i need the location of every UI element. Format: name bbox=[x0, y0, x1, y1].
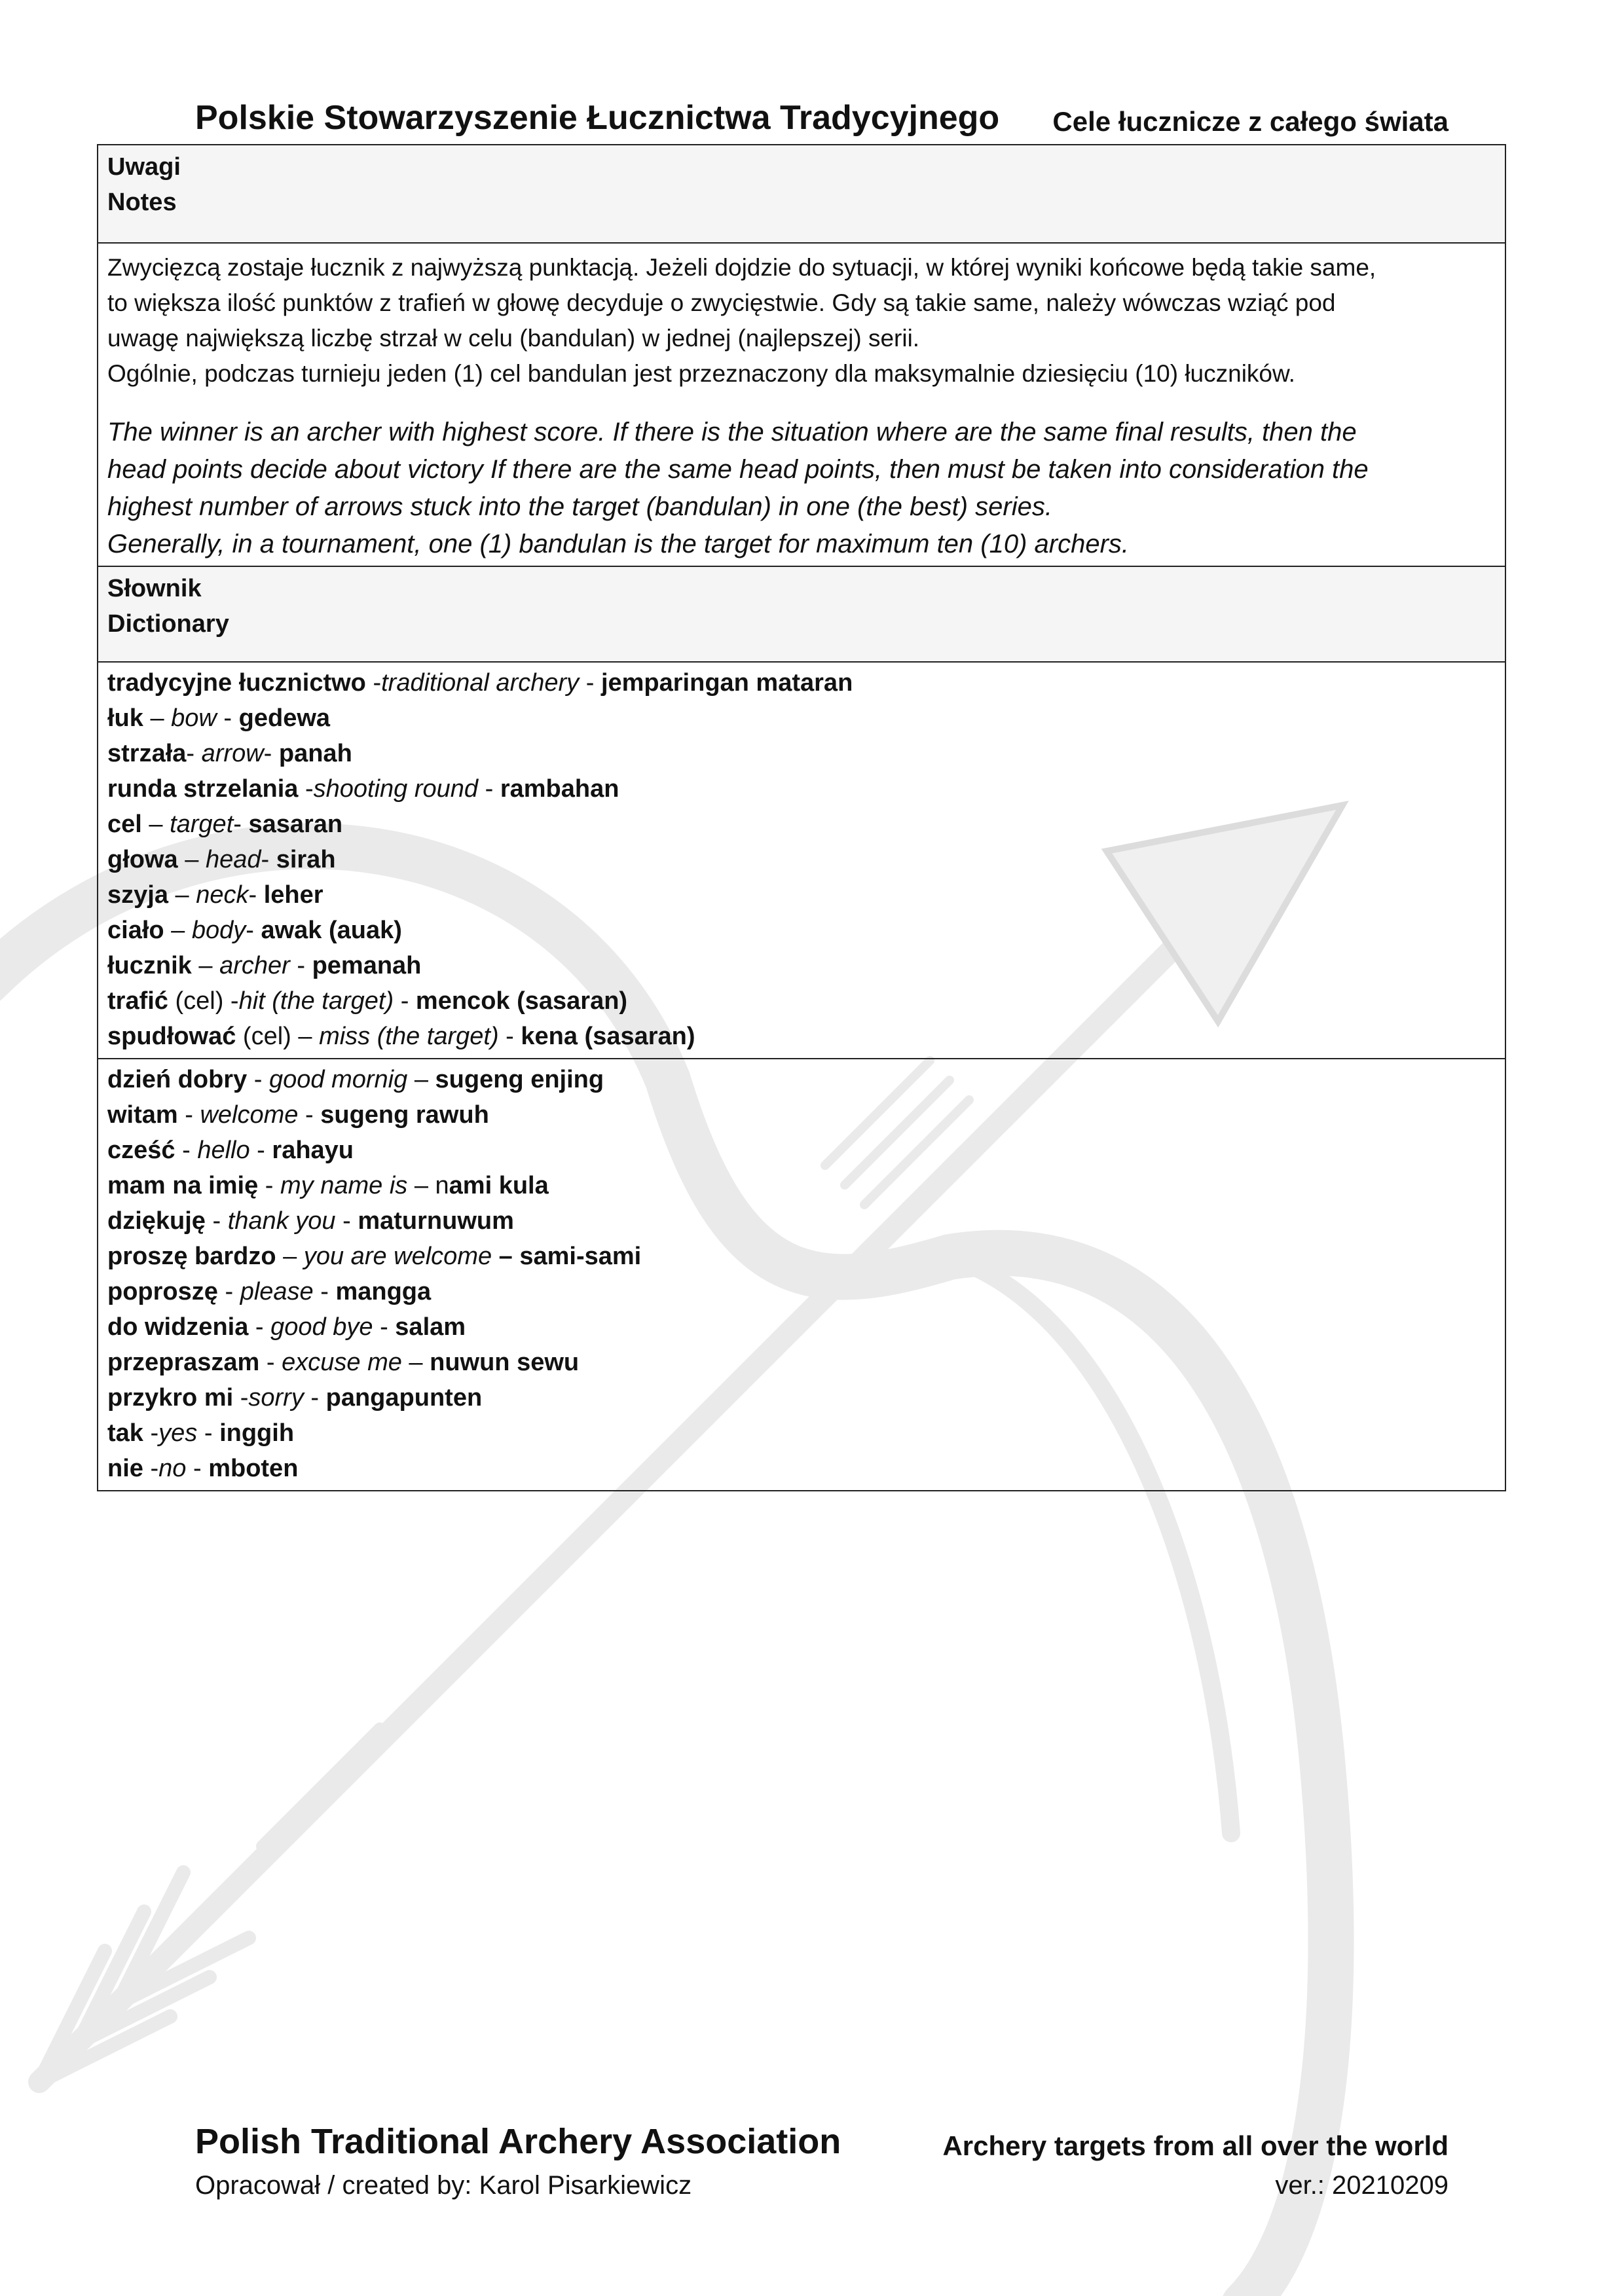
english-word: neck bbox=[196, 881, 249, 909]
notes-pl-line: Ogólnie, podczas turnieju jeden (1) cel bandulan jest przeznaczony dla maksymalnie dziesięciu (10) łuczników. bbox=[107, 360, 1295, 387]
separator: - bbox=[143, 1455, 159, 1482]
javanese-word: sasaran bbox=[248, 811, 343, 838]
dictionary-entry bbox=[107, 1097, 1496, 1133]
archery-terms-cell bbox=[98, 663, 1505, 1059]
separator: - bbox=[335, 1207, 358, 1235]
english-word: body bbox=[191, 917, 246, 944]
polish-word: łuk bbox=[107, 704, 143, 732]
separator: - bbox=[249, 1137, 272, 1164]
polish-word: przepraszam bbox=[107, 1349, 260, 1376]
notes-polish-text bbox=[107, 250, 1496, 392]
polish-word: przykro mi bbox=[107, 1384, 234, 1412]
polish-word: witam bbox=[107, 1101, 178, 1129]
notes-pl-line: uwagę największą liczbę strzał w celu (bandulan) w jednej (najlepszej) serii. bbox=[107, 325, 920, 352]
separator: – bbox=[168, 881, 196, 909]
javanese-word: rambahan bbox=[500, 775, 619, 803]
document-subtitle: Cele łucznicze z całego świata bbox=[1052, 106, 1449, 137]
javanese-word: salam bbox=[395, 1313, 466, 1341]
english-word: hit (the target) bbox=[238, 987, 394, 1015]
polish-word: dzień dobry bbox=[107, 1066, 248, 1093]
separator: – bbox=[164, 917, 192, 944]
footer-version: ver.: 20210209 bbox=[1275, 2171, 1449, 2200]
separator: - bbox=[247, 1066, 270, 1093]
javanese-word: jemparingan mataran bbox=[600, 669, 853, 697]
english-word: you are welcome bbox=[303, 1243, 492, 1270]
notes-en-line: Generally, in a tournament, one (1) bandulan is the target for maximum ten (10) archers. bbox=[107, 530, 1130, 558]
english-word: bow bbox=[171, 704, 217, 732]
polish-word: łucznik bbox=[107, 952, 192, 979]
polish-word: tak bbox=[107, 1419, 143, 1447]
polish-word: szyja bbox=[107, 881, 168, 909]
separator: (cel) - bbox=[168, 987, 239, 1015]
polish-word: głowa bbox=[107, 846, 178, 873]
footer-organization: Polish Traditional Archery Association bbox=[195, 2122, 841, 2161]
polish-word: mam na imię bbox=[107, 1172, 259, 1199]
notes-heading-en: Notes bbox=[107, 189, 177, 216]
english-word: good bye bbox=[270, 1313, 373, 1341]
polish-word: spudłować bbox=[107, 1023, 236, 1050]
separator: - bbox=[143, 1419, 159, 1447]
dictionary-entry bbox=[107, 1168, 1496, 1203]
javanese-word: leher bbox=[263, 881, 323, 909]
separator: - bbox=[186, 1455, 209, 1482]
separator: - bbox=[498, 1023, 521, 1050]
notes-pl-line: to większa ilość punktów z trafień w głowę decyduje o zwycięstwie. Gdy są takie same, należy wówczas wziąć pod bbox=[107, 289, 1336, 316]
separator: - bbox=[233, 1384, 249, 1412]
polish-word: cześć bbox=[107, 1137, 175, 1164]
separator: - bbox=[478, 775, 500, 803]
notes-en-line: The winner is an archer with highest score. If there is the situation where are the same final results, then the bbox=[107, 418, 1357, 446]
separator: - bbox=[263, 740, 279, 767]
separator: - bbox=[289, 952, 312, 979]
polish-word: nie bbox=[107, 1455, 143, 1482]
dictionary-entry bbox=[107, 736, 1496, 771]
dictionary-entry bbox=[107, 913, 1496, 948]
english-word: excuse me bbox=[282, 1349, 402, 1376]
english-word: welcome bbox=[200, 1101, 299, 1129]
dictionary-heading-cell bbox=[98, 567, 1505, 663]
english-word: yes bbox=[158, 1419, 198, 1447]
dictionary-entry bbox=[107, 1309, 1496, 1345]
separator: - bbox=[175, 1137, 198, 1164]
english-word: miss (the target) bbox=[319, 1023, 499, 1050]
separator: – bbox=[401, 1349, 430, 1376]
polish-word: poproszę bbox=[107, 1278, 218, 1305]
javanese-word: kena (sasaran) bbox=[521, 1023, 695, 1050]
english-word: no bbox=[158, 1455, 187, 1482]
javanese-word: nuwun sewu bbox=[430, 1349, 580, 1376]
javanese-word: sugeng rawuh bbox=[320, 1101, 489, 1129]
dictionary-entry bbox=[107, 1415, 1496, 1451]
polish-word: tradycyjne łucznictwo bbox=[107, 669, 366, 697]
separator: - bbox=[298, 1101, 321, 1129]
separator: - bbox=[177, 1101, 200, 1129]
english-word: please bbox=[240, 1278, 314, 1305]
javanese-word: sugeng enjing bbox=[435, 1066, 604, 1093]
separator: - bbox=[394, 987, 416, 1015]
separator: – bbox=[276, 1243, 304, 1270]
javanese-word: awak (auak) bbox=[261, 917, 402, 944]
javanese-word: mboten bbox=[208, 1455, 299, 1482]
notes-en-line: highest number of arrows stuck into the target (bandulan) in one (the best) series. bbox=[107, 492, 1052, 521]
separator: - bbox=[233, 811, 249, 838]
polish-word: runda strzelania bbox=[107, 775, 299, 803]
english-word: target bbox=[170, 811, 234, 838]
dictionary-entry bbox=[107, 701, 1496, 736]
dictionary-entry bbox=[107, 1203, 1496, 1239]
javanese-word: pangapunten bbox=[325, 1384, 483, 1412]
javanese-word: mangga bbox=[335, 1278, 432, 1305]
notes-pl-line: Zwycięzcą zostaje łucznik z najwyższą punktacją. Jeżeli dojdzie do sytuacji, w której wyniki końcowe będą takie same, bbox=[107, 254, 1376, 281]
dictionary-entry bbox=[107, 1345, 1496, 1380]
separator: (cel) – bbox=[236, 1023, 320, 1050]
english-word: hello bbox=[197, 1137, 250, 1164]
separator: - bbox=[579, 669, 601, 697]
separator: - bbox=[217, 1278, 240, 1305]
english-word: my name is bbox=[280, 1172, 408, 1199]
notes-heading-pl: Uwagi bbox=[107, 153, 181, 181]
rules-dictionary-table bbox=[97, 144, 1506, 1491]
english-word: head bbox=[205, 846, 261, 873]
organization-title: Polskie Stowarzyszenie Łucznictwa Tradycyjnego bbox=[195, 99, 1000, 137]
separator: - bbox=[365, 669, 382, 697]
notes-en-line: head points decide about victory If there are the same head points, then must be taken into consideration the bbox=[107, 455, 1369, 484]
notes-heading-cell bbox=[98, 145, 1505, 244]
separator: - bbox=[313, 1278, 336, 1305]
polish-word: strzała bbox=[107, 740, 187, 767]
separator: - bbox=[205, 1207, 228, 1235]
dictionary-entry bbox=[107, 771, 1496, 807]
separator: - bbox=[186, 740, 202, 767]
javanese-word: rahayu bbox=[272, 1137, 354, 1164]
notes-body-cell bbox=[98, 244, 1505, 567]
notes-english-text bbox=[107, 414, 1496, 563]
dictionary-entry bbox=[107, 1133, 1496, 1168]
separator: - bbox=[246, 917, 261, 944]
polish-word: cel bbox=[107, 811, 142, 838]
polish-word: trafić bbox=[107, 987, 168, 1015]
separator: – bbox=[141, 811, 170, 838]
separator: - bbox=[258, 1172, 280, 1199]
javanese-word: mencok (sasaran) bbox=[415, 987, 628, 1015]
dictionary-entry bbox=[107, 948, 1496, 983]
dictionary-entry bbox=[107, 807, 1496, 842]
dictionary-entry bbox=[107, 877, 1496, 913]
polish-word: proszę bardzo bbox=[107, 1243, 276, 1270]
javanese-word: sirah bbox=[276, 846, 336, 873]
separator: – bbox=[177, 846, 206, 873]
separator: - bbox=[303, 1384, 326, 1412]
english-word: arrow bbox=[201, 740, 264, 767]
dictionary-entry bbox=[107, 1380, 1496, 1415]
english-word: traditional archery bbox=[381, 669, 580, 697]
footer-tagline: Archery targets from all over the world bbox=[942, 2130, 1449, 2161]
separator: – bbox=[143, 704, 172, 732]
dictionary-entry bbox=[107, 1451, 1496, 1486]
phrases-cell bbox=[98, 1059, 1505, 1490]
separator: – bbox=[407, 1066, 435, 1093]
polish-word: dziękuję bbox=[107, 1207, 206, 1235]
javanese-word: pemanah bbox=[312, 952, 422, 979]
dictionary-heading-pl: Słownik bbox=[107, 575, 202, 602]
english-word: shooting round bbox=[313, 775, 479, 803]
dictionary-entry bbox=[107, 842, 1496, 877]
separator: - bbox=[248, 1313, 271, 1341]
separator: - bbox=[259, 1349, 282, 1376]
dictionary-entry bbox=[107, 1019, 1496, 1054]
javanese-word: maturnuwum bbox=[358, 1207, 514, 1235]
polish-word: ciało bbox=[107, 917, 164, 944]
javanese-word: inggih bbox=[219, 1419, 295, 1447]
separator: – bbox=[191, 952, 220, 979]
javanese-word: gedewa bbox=[238, 704, 331, 732]
javanese-word: panah bbox=[278, 740, 352, 767]
english-word: thank you bbox=[227, 1207, 336, 1235]
javanese-word: – sami-sami bbox=[498, 1243, 642, 1270]
separator: - bbox=[216, 704, 239, 732]
separator bbox=[492, 1243, 499, 1270]
polish-word: do widzenia bbox=[107, 1313, 249, 1341]
separator: – n bbox=[407, 1172, 449, 1199]
separator: - bbox=[261, 846, 276, 873]
dictionary-entry bbox=[107, 1274, 1496, 1309]
english-word: archer bbox=[219, 952, 290, 979]
english-word: good mornig bbox=[269, 1066, 408, 1093]
separator: - bbox=[197, 1419, 220, 1447]
dictionary-entry bbox=[107, 1239, 1496, 1274]
separator: - bbox=[373, 1313, 396, 1341]
dictionary-entry bbox=[107, 1062, 1496, 1097]
footer-author: Opracował / created by: Karol Pisarkiewicz bbox=[195, 2171, 692, 2200]
page-header bbox=[0, 98, 1624, 151]
separator: - bbox=[298, 775, 314, 803]
separator: - bbox=[248, 881, 264, 909]
dictionary-entry bbox=[107, 665, 1496, 701]
dictionary-heading-en: Dictionary bbox=[107, 610, 229, 638]
dictionary-entry bbox=[107, 983, 1496, 1019]
javanese-word: ami kula bbox=[449, 1172, 549, 1199]
english-word: sorry bbox=[248, 1384, 304, 1412]
